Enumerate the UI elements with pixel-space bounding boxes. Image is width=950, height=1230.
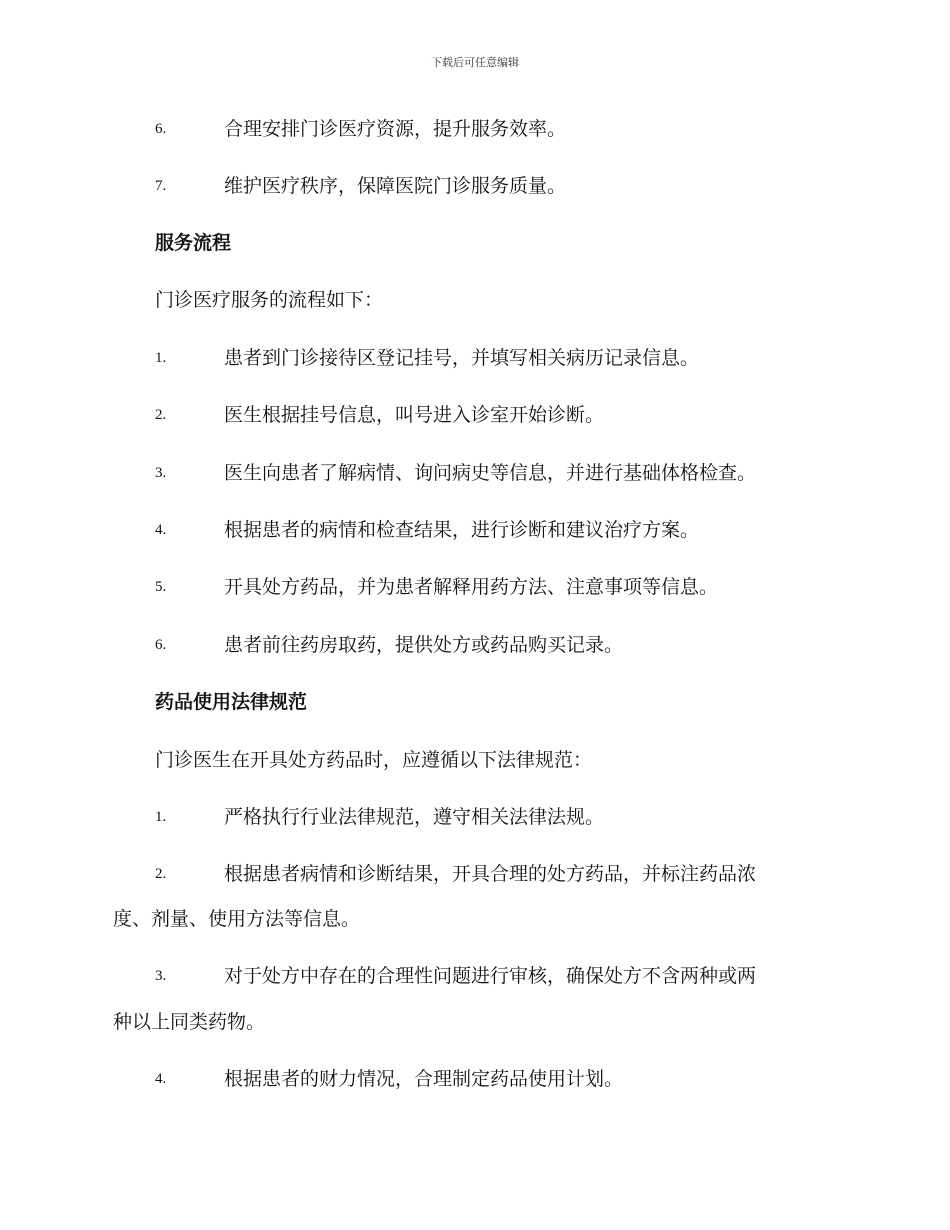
list-text: 严格执行行业法律规范，遵守相关法律法规。 bbox=[224, 806, 605, 828]
list-number: 2. bbox=[155, 866, 167, 882]
list-number: 7. bbox=[155, 178, 167, 194]
list-number: 6. bbox=[155, 121, 167, 137]
list-text: 患者前往药房取药，提供处方或药品购买记录。 bbox=[224, 634, 624, 656]
list-item bbox=[0, 860, 950, 888]
section-intro bbox=[0, 286, 950, 314]
list-item bbox=[0, 516, 950, 544]
list-text: 根据患者的财力情况，合理制定药品使用计划。 bbox=[224, 1068, 624, 1090]
list-number: 3. bbox=[155, 968, 167, 984]
list-item bbox=[0, 573, 950, 601]
list-text: 医生根据挂号信息，叫号进入诊室开始诊断。 bbox=[224, 404, 605, 426]
list-text: 医生向患者了解病情、询问病史等信息，并进行基础体格检查。 bbox=[224, 462, 757, 484]
list-number: 4. bbox=[155, 522, 167, 538]
list-number: 5. bbox=[155, 579, 167, 595]
list-item bbox=[0, 962, 950, 990]
list-item bbox=[0, 803, 950, 831]
list-item bbox=[0, 459, 950, 487]
section-heading bbox=[0, 229, 950, 257]
list-text: 对于处方中存在的合理性问题进行审核，确保处方不含两种或两 bbox=[224, 965, 757, 987]
list-number: 4. bbox=[155, 1071, 167, 1087]
list-text: 根据患者的病情和检查结果，进行诊断和建议治疗方案。 bbox=[224, 519, 700, 541]
list-item bbox=[0, 172, 950, 200]
intro-text: 门诊医疗服务的流程如下： bbox=[155, 289, 384, 311]
list-text: 患者到门诊接待区登记挂号，并填写相关病历记录信息。 bbox=[224, 347, 700, 369]
section-intro bbox=[0, 746, 950, 774]
list-item bbox=[0, 401, 950, 429]
heading-drug-law: 药品使用法律规范 bbox=[155, 691, 308, 713]
list-item bbox=[0, 344, 950, 372]
list-number: 1. bbox=[155, 350, 167, 366]
list-item-continuation bbox=[0, 1008, 950, 1036]
list-text-continuation: 种以上同类药物。 bbox=[113, 1011, 266, 1033]
list-item bbox=[0, 631, 950, 659]
list-number: 2. bbox=[155, 407, 167, 423]
intro-text: 门诊医生在开具处方药品时，应遵循以下法律规范： bbox=[155, 749, 593, 771]
list-number: 3. bbox=[155, 465, 167, 481]
list-text: 开具处方药品，并为患者解释用药方法、注意事项等信息。 bbox=[224, 576, 719, 598]
heading-service-flow: 服务流程 bbox=[155, 232, 232, 254]
list-item bbox=[0, 115, 950, 143]
list-item-continuation bbox=[0, 905, 950, 933]
list-text-continuation: 度、剂量、使用方法等信息。 bbox=[113, 908, 361, 930]
section-heading bbox=[0, 688, 950, 716]
list-item bbox=[0, 1065, 950, 1093]
list-text: 维护医疗秩序，保障医院门诊服务质量。 bbox=[224, 175, 567, 197]
list-number: 6. bbox=[155, 637, 167, 653]
list-number: 1. bbox=[155, 809, 167, 825]
list-text: 根据患者病情和诊断结果，开具合理的处方药品，并标注药品浓 bbox=[224, 863, 757, 885]
list-text: 合理安排门诊医疗资源，提升服务效率。 bbox=[224, 118, 567, 140]
page-header: 下载后可任意编辑 bbox=[431, 56, 519, 69]
